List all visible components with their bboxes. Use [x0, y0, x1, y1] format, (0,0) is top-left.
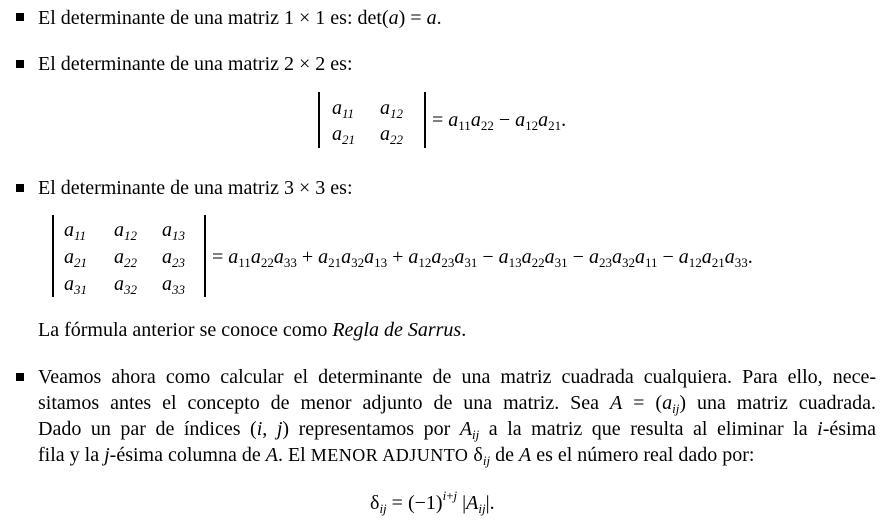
item-4-line-1 — [38, 365, 876, 389]
bullet-marker — [16, 184, 24, 192]
matrix-left-bar — [318, 92, 320, 148]
line-3-post: a la matriz que resulta al eliminar la — [479, 418, 818, 440]
line-3-mid: representamos por — [289, 418, 460, 440]
line-4-j: j — [104, 444, 110, 466]
line-4-A2: A — [518, 444, 532, 466]
formula-2x2: = $a_{11}a_{22} - a_{12}a_{21}$. — [432, 109, 567, 133]
line-3-end: -ésima — [822, 418, 877, 440]
line-4-mid2: . El — [277, 444, 311, 466]
matrix-cell: $a_{22}$ — [380, 123, 403, 147]
matrix-cell: $a_{21}$ — [64, 246, 87, 270]
bullet-marker — [16, 13, 24, 21]
line-4-A: A — [265, 444, 278, 466]
item-4-line-4: fila y la j-ésima columna de A. El MENOR ADJUNTO $\delta_{ij}$ de A es el número real dado por: — [38, 444, 755, 468]
matrix-cell: $a_{33}$ — [162, 273, 185, 297]
item-4-line-3: Dado un par de índices (i, j) representamos por $A_{ij}$ a la matriz que resulta al eliminar la i-ésima — [38, 418, 877, 442]
matrix-cell: $a_{32}$ — [114, 273, 137, 297]
matrix-cell: $a_{23}$ — [162, 246, 185, 270]
sarrus-name: Regla de Sarrus — [332, 319, 462, 341]
item-1-mid: ) = — [398, 7, 427, 29]
line-3-i: i — [817, 418, 823, 440]
line-4-mid: -ésima columna de — [109, 444, 266, 466]
item-2-text: El determinante de una matriz 2 × 2 es: — [38, 53, 353, 75]
bullet-marker — [16, 60, 24, 68]
line-4-de: de — [490, 444, 519, 466]
item-1-result: a — [426, 7, 437, 29]
formula-minor: $\delta_{ij} = (-1)^{i+j}$ $|A_{ij}|$. — [370, 488, 495, 516]
line-4-pre: fila y la — [38, 444, 105, 466]
line-2-pre: sitamos antes el concepto de menor adjunto de una matriz. Sea — [38, 392, 610, 414]
line-4-end: es el número real dado por: — [531, 444, 755, 466]
item-1-end: . — [436, 7, 442, 29]
sarrus-note — [38, 318, 466, 342]
matrix-cell: $a_{12}$ — [380, 97, 403, 121]
item-1-text — [38, 6, 442, 30]
matrix-cell: $a_{22}$ — [114, 246, 137, 270]
matrix-right-bar — [424, 92, 426, 148]
matrix-cell: $a_{21}$ — [332, 123, 355, 147]
menor-adjunto-term: MENOR ADJUNTO — [310, 445, 469, 465]
matrix-left-bar — [52, 215, 54, 297]
matrix-cell: $a_{11}$ — [64, 219, 87, 243]
item-4-line-1-text: Veamos ahora como calcular el determinante de una matriz cuadrada cualquiera. Para ello, nece- — [38, 366, 876, 388]
matrix-right-bar — [204, 215, 206, 297]
matrix-cell: $a_{12}$ — [114, 219, 137, 243]
sarrus-pre: La fórmula anterior se conoce como — [38, 319, 333, 341]
item-4-line-2: sitamos antes el concepto de menor adjunto de una matriz. Sea $A = (a_{ij})$ una matriz cuadrada. — [38, 392, 876, 416]
line-3-pre: Dado un par de índices — [38, 418, 251, 440]
matrix-cell: $a_{11}$ — [332, 97, 355, 121]
matrix-cell: $a_{13}$ — [162, 219, 185, 243]
bullet-marker — [16, 373, 24, 381]
matrix-cell: $a_{31}$ — [64, 273, 87, 297]
item-1-label: El determinante de una matriz 1 × 1 es: det( — [38, 7, 389, 29]
sarrus-post: . — [461, 319, 467, 341]
formula-3x3: = $a_{11}a_{22}a_{33} + a_{21}a_{32}a_{13} + a_{12}a_{23}a_{31} - a_{13}a_{22}a_{31} - a_{23}a_{32}a_{11} - a_{12}a_{21}a_{33}$. — [212, 246, 753, 270]
item-3-text: El determinante de una matriz 3 × 3 es: — [38, 177, 353, 199]
item-1-arg: a — [388, 7, 399, 29]
line-2-post: una matriz cuadrada. — [685, 392, 876, 414]
